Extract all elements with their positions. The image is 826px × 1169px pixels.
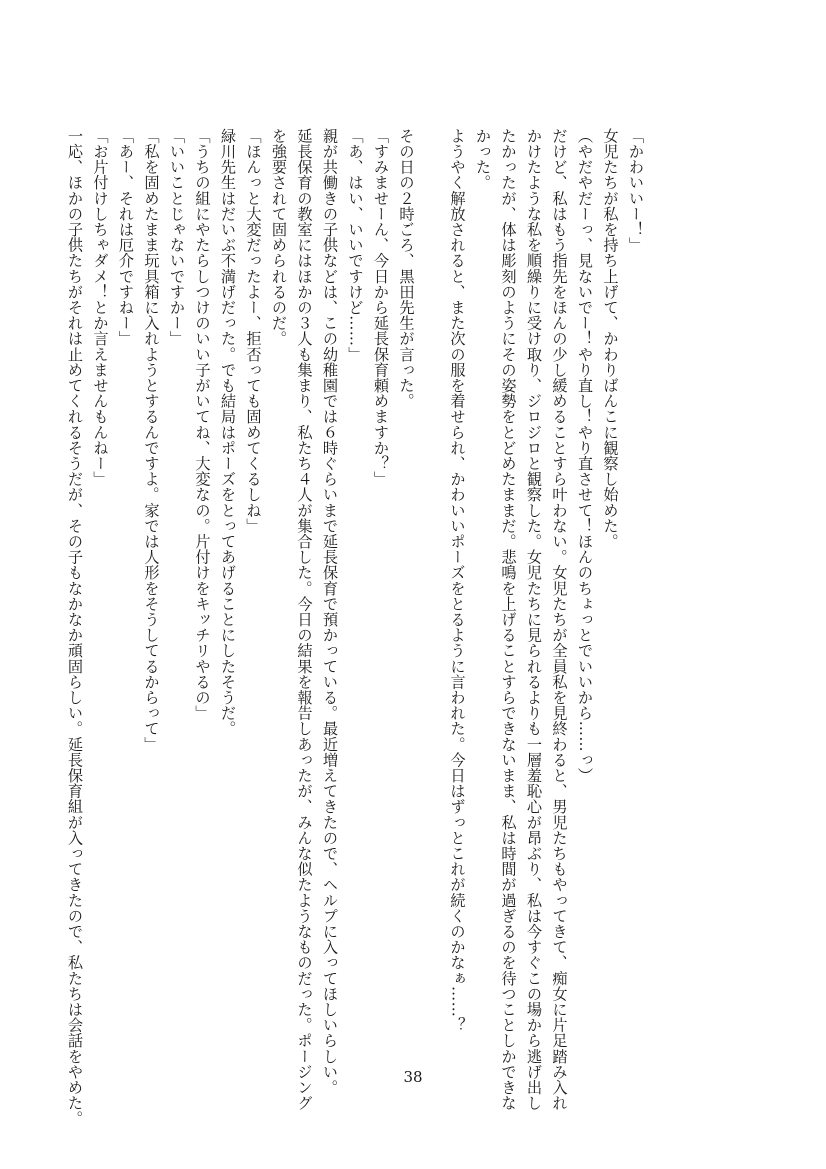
- text-line: その日の２時ごろ、黒田先生が言った。: [397, 128, 416, 409]
- text-line: 「うちの組にやたらしつけのいい子がいてね、大変なの。片付けをキッチリやるの」: [193, 128, 212, 721]
- text-line: 「私を固めたまま玩具箱に入れようとするんですよ。家では人形をそうしてるからって」: [142, 128, 161, 752]
- text-line: 緑川先生はだいぶ不満げだった。でも結局はポーズをとってあげることにしたそうだ。: [219, 128, 237, 737]
- text-line: ようやく解放されると、また次の服を着せられ、かわいいポーズをとるように言われた。今日はずっとこれが続くのかなぁ……？: [448, 128, 467, 1033]
- text-line: かった。: [474, 128, 492, 191]
- text-line: 「いいことじゃないですかー」: [168, 128, 186, 347]
- text-line: 「かわいいー！」: [627, 128, 645, 253]
- text-line: 一応、ほかの子供たちがそれは止めてくれるそうだが、その子もなかなか頑固らしい。延長保育組が入ってきたので、私たちは会話をやめた。: [66, 128, 84, 1127]
- paragraph-gap: [419, 128, 445, 1048]
- text-line: 「ほんっと大変だったよー、拒否っても固めてくるしね」: [244, 128, 263, 534]
- text-line: 「お片付けしちゃダメ！とか言えませんもんねー」: [91, 128, 110, 487]
- page-number: 38: [403, 1068, 423, 1086]
- text-line: 「すみませーん、今日から延長保育頼めますか？」: [372, 128, 390, 487]
- text-line: 延長保育の教室にはほかの３人も集まり、私たち４人が集合した。今日の結果を報告しあったが、みんな似たようなものだった。ポージング: [295, 128, 314, 1111]
- text-line: （やだやだーっ、見ないでー！やり直し！やり直させて！ほんのちょっとでいいから……っ）: [576, 128, 594, 784]
- text-line: 「あ、はい、いいですけど……」: [346, 128, 365, 362]
- text-line: を強要されて固められるのだ。: [270, 128, 288, 347]
- text-line: 女児たちが私を持ち上げて、かわりばんこに観察し始めた。: [601, 128, 620, 550]
- text-line: かけたような私を順繰りに受け取り、ジロジロと観察した。女児たちに見られるよりも一層羞恥心が昂ぶり、私は今すぐこの場から逃げ出し: [525, 128, 543, 1111]
- text-line: たかったが、体は彫刻のようにその姿勢をとどめたままだ。悲鳴を上げることすらできないまま、私は時間が過ぎるのを待つことしかできな: [499, 128, 518, 1111]
- text-line: 「あー、それは厄介ですねー」: [117, 128, 135, 347]
- text-line: 親が共働きの子供などは、この幼稚園では６時ぐらいまで延長保育で預かっている。最近増えてきたので、ヘルプに入ってほしいらしい。: [321, 128, 339, 1096]
- text-line: だけど、私はもう指先をほんの少し緩めることすら叶わない。女児たちが全員私を見終わると、男児たちもやってきて、痴女に片足踏み入れ: [550, 128, 569, 1111]
